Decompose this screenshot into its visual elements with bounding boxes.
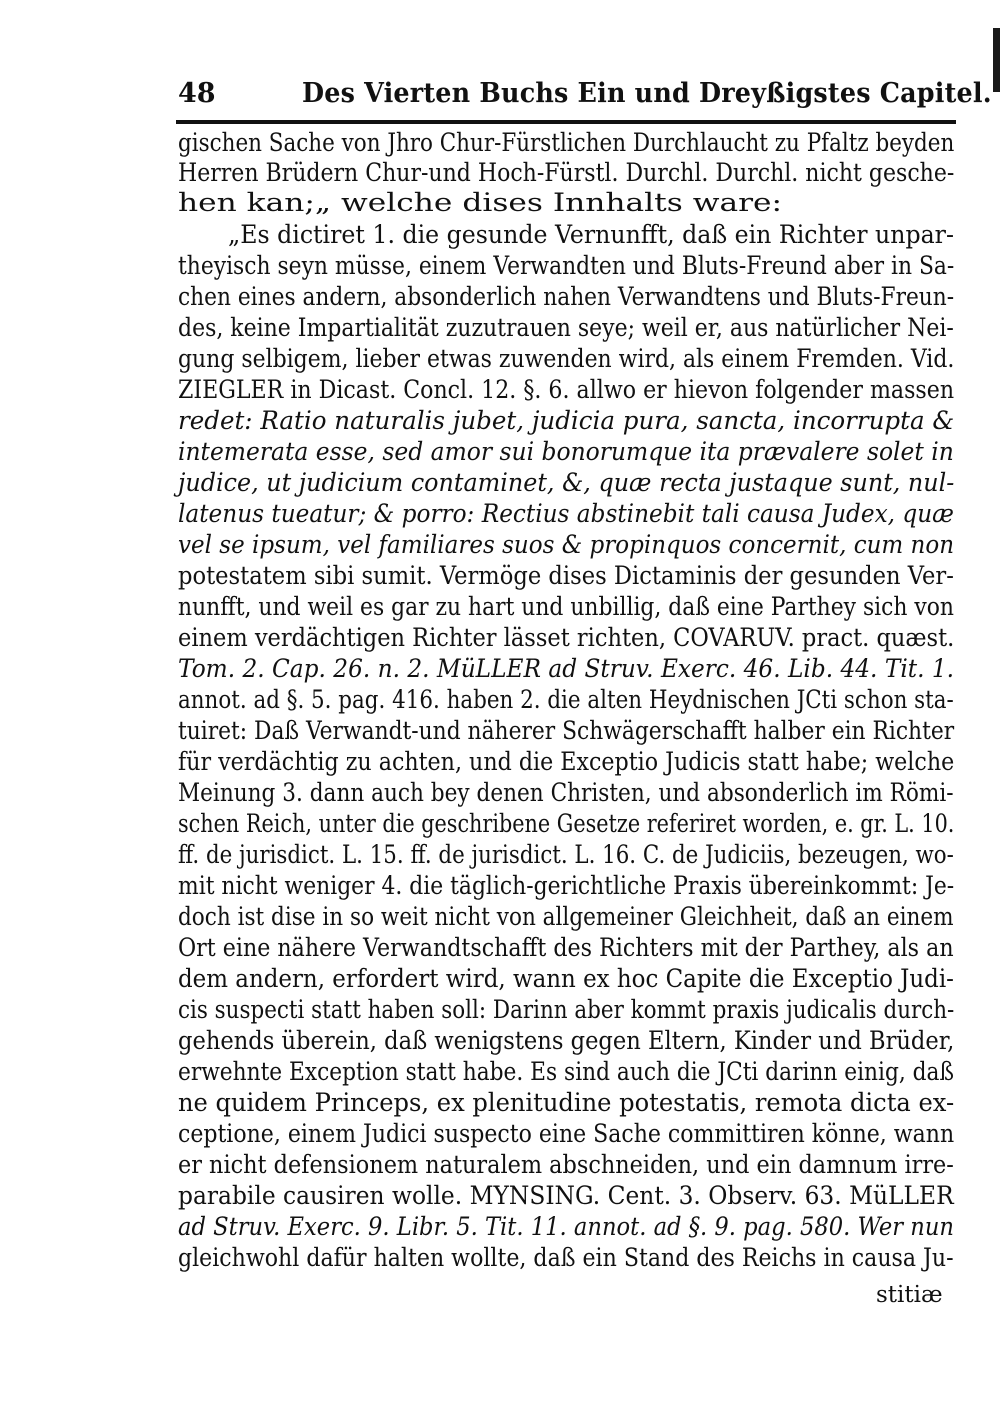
text-line: Meinung 3. dann auch bey denen Christen, und absonderlich im Römi- [178,778,954,807]
text-line: gehends überein, daß wenigstens gegen Eltern, Kinder und Brüder, [178,1026,955,1055]
text-line: gung selbigem, lieber etwas zuwenden wird, als einem Fremden. Vid. [178,344,955,373]
text-line: Tom. 2. Cap. 26. n. 2. MüLLER ad Struv. Exerc. 46. Lib. 44. Tit. 1. [178,654,955,683]
text-line: Ort eine nähere Verwandtschafft des Richters mit der Parthey, als an [178,933,954,962]
text-line: parabile causiren wolle. MYNSING. Cent. 3. Observ. 63. MüLLER [178,1181,954,1210]
text-line: hen kan;„ welche dises Innhalts ware: [178,188,783,217]
text-body [178,126,958,1276]
catchword: stitiæ [876,1282,943,1308]
page-header [176,76,992,120]
text-line: erwehnte Exception statt habe. Es sind auch die JCti darinn einig, daß [178,1057,954,1086]
text-line: einem verdächtigen Richter lässet richten, COVARUV. pract. quæst. [178,623,955,652]
text-line: Herren Brüdern Chur-und Hoch-Fürstl. Durchl. Durchl. nicht gesche- [178,158,955,187]
scan-edge-mark [993,28,1000,92]
text-line: ceptione, einem Judici suspecto eine Sache committiren könne, wann [178,1119,955,1148]
text-line: redet: Ratio naturalis jubet, judicia pura, sancta, incorrupta & [178,406,955,435]
text-line: gleichwohl dafür halten wollte, daß ein Stand des Reichs in causa Ju- [178,1243,954,1272]
text-line: ff. de jurisdict. L. 15. ff. de jurisdict. L. 16. C. de Judiciis, bezeugen, wo- [178,840,954,869]
header-rule [176,120,956,124]
text-line: gischen Sache von Jhro Chur-Fürstlichen Durchlaucht zu Pfaltz beyden [178,128,955,157]
text-line: tuiret: Daß Verwandt-und näherer Schwägerschafft halber ein Richter [178,716,955,745]
text-line: nunfft, und weil es gar zu hart und unbillig, daß eine Parthey sich von [178,592,954,621]
text-line: ZIEGLER in Dicast. Concl. 12. §. 6. allwo er hievon folgender massen [178,375,955,404]
text-line: latenus tueatur; & porro: Rectius abstinebit tali causa Judex, quæ [178,499,954,528]
text-line: theyisch seyn müsse, einem Verwandten und Bluts-Freund aber in Sa- [178,251,955,280]
text-line: schen Reich, unter die geschribene Gesetze referiret worden, e. gr. L. 10. [178,809,955,838]
text-line: judice, ut judicium contaminet, &, quæ recta justaque sunt, nul- [178,468,955,497]
text-line: vel se ipsum, vel familiares suos & propinquos concernit, cum non [178,530,955,559]
text-line: potestatem sibi sumit. Vermöge dises Dictaminis der gesunden Ver- [178,561,954,590]
text-line: für verdächtig zu achten, und die Exceptio Judicis statt habe; welche [178,747,955,776]
text-line: mit nicht weniger 4. die täglich-gerichtliche Praxis übereinkommt: Je- [178,871,955,900]
text-line: ne quidem Princeps, ex plenitudine potestatis, remota dicta ex- [178,1088,955,1117]
text-line: cis suspecti statt haben soll: Darinn aber kommt praxis judicalis durch- [178,995,955,1024]
page-number: 48 [178,78,216,109]
text-line: er nicht defensionem naturalem abschneiden, und ein damnum irre- [178,1150,954,1179]
running-head: Des Vierten Buchs Ein und Dreyßigstes Capitel. [302,78,992,109]
text-line: ad Struv. Exerc. 9. Libr. 5. Tit. 11. annot. ad §. 9. pag. 580. Wer nun [178,1212,954,1241]
text-line: des, keine Impartialität zuzutrauen seye; weil er, aus natürlicher Nei- [178,313,954,342]
text-line: chen eines andern, absonderlich nahen Verwandtens und Bluts-Freun- [178,282,955,311]
text-line: annot. ad §. 5. pag. 416. haben 2. die alten Heydnischen JCti schon sta- [178,685,954,714]
text-line: intemerata esse, sed amor sui bonorumque ita prævalere solet in [178,437,954,466]
text-line: „Es dictiret 1. die gesunde Vernunfft, daß ein Richter unpar- [228,220,954,249]
text-line: dem andern, erfordert wird, wann ex hoc Capite die Exceptio Judi- [178,964,954,993]
text-line: doch ist dise in so weit nicht von allgemeiner Gleichheit, daß an einem [178,902,954,931]
